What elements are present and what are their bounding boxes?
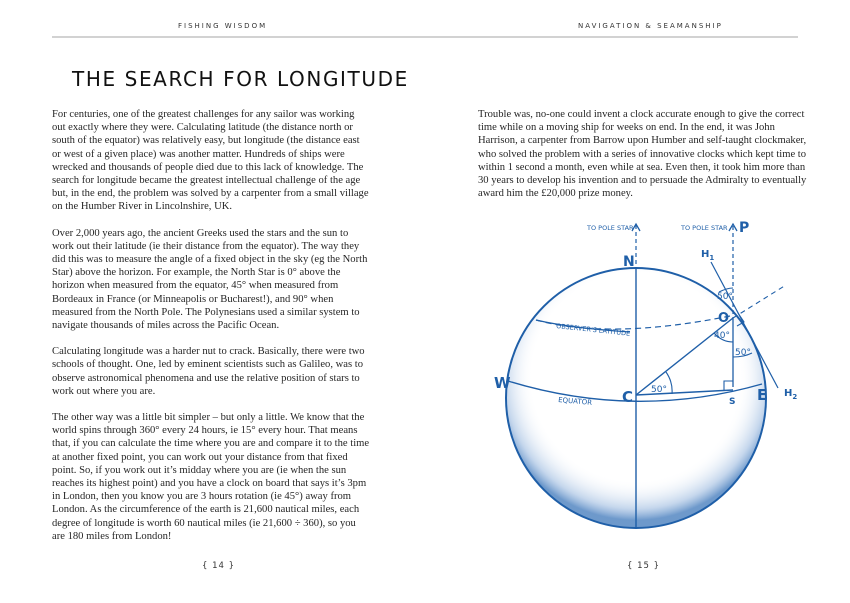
label-to-pole-star-right: TO POLE STAR	[681, 224, 728, 232]
header-rule	[52, 36, 798, 38]
label-observers-latitude: OBSERVER'S LATITUDE	[555, 322, 631, 338]
label-w: W	[494, 374, 511, 392]
label-h2: $H_2$	[784, 388, 798, 401]
label-angle-c: 50°	[651, 385, 667, 395]
longitude-diagram	[470, 210, 820, 550]
label-o: O	[718, 311, 730, 326]
paragraph: The other way was a little bit simpler – but only a little. We know that the world spins through 360° every 24 hours, ie 15° every hour. That means that, if you can calculate the time where you are and compare it to the time at another fixed point, you can work out your distance from that fixed point. So, if you work out it’s midday where you are (ie when the sun reaches its highest point) and you have a clock on board that says it’s 3pm in London, then you know you are 3 hours rotation (ie 45°) away from London. As the circumference of the earth is 21,600 nautical miles, each degree of longitude is worth 60 nautical miles (ie 21,600 ÷ 360), so you are 180 miles from London!	[52, 412, 370, 542]
paragraph: For centuries, one of the greatest challenges for any sailor was working out exactly where they were. Calculating latitude (the distance north or south of the equator) was relatively easy, but longitude (the distance east or west of a given place) was another matter. Hundreds of ships were wrecked and thousands of people died due to this lack of knowledge. The search for longitude became the greatest intellectual challenge of the age but, in the end, the problem was solved by a carpenter from a small village on the Humber River in Lincolnshire, UK.	[52, 109, 369, 213]
folio-left: { 14 }	[202, 561, 236, 571]
label-p: P	[739, 220, 750, 236]
paragraph: Calculating longitude was a harder nut to crack. Basically, there were two schools of thought. One, led by eminent scientists such as Galileo, was to observe astronomical phenomena and use the relative position of stars to work out where you are.	[52, 346, 365, 397]
paragraph: Trouble was, no-one could invent a clock accurate enough to give the correct time while on a moving ship for weeks on end. In the end, it was John Harrison, a carpenter from Barrow upon Humber and self-taught clockmaker, who solved the problem with a series of innovative clocks which kept time to within 1 second a month, even while at sea. Even then, it took him more than 30 years to develop his invention and to persuade the Admiralty to eventually award him the £20,000 prize money.	[478, 109, 807, 200]
zenith-extension	[733, 285, 786, 318]
label-h1: $H_1$	[701, 249, 715, 262]
globe-illustration	[470, 210, 820, 550]
left-page-body	[52, 108, 370, 556]
label-equator: EQUATOR	[557, 396, 593, 407]
label-angle-o: 40°	[714, 331, 730, 341]
label-to-pole-star-left: TO POLE STAR	[587, 224, 634, 232]
folio-right: { 15 }	[627, 561, 661, 571]
running-head-left: FISHING WISDOM	[178, 22, 268, 30]
right-page-body	[478, 108, 812, 213]
label-n: N	[623, 254, 635, 270]
label-e: E	[757, 386, 768, 404]
paragraph: Over 2,000 years ago, the ancient Greeks used the stars and the sun to work out their latitude (ie their distance from the equator). The way they did this was to measure the angle of a fixed object in the sky (eg the North Star) above the horizon. For example, the North Star is 0° above the horizon when measured from the equator, 45° when measured from Bordeaux in France (or Minneapolis or Bucharest!), and 90° when measured from the North Pole. The Polynesians used a similar system to navigate thousands of miles across the Pacific Ocean.	[52, 227, 368, 332]
page-title: THE SEARCH FOR LONGITUDE	[72, 67, 409, 92]
label-c: C	[622, 388, 634, 406]
label-s: S	[729, 397, 736, 407]
label-angle-pole: 50°	[717, 292, 733, 302]
running-head-right: NAVIGATION & SEAMANSHIP	[578, 22, 723, 30]
label-angle-h2: 50°	[735, 348, 751, 358]
